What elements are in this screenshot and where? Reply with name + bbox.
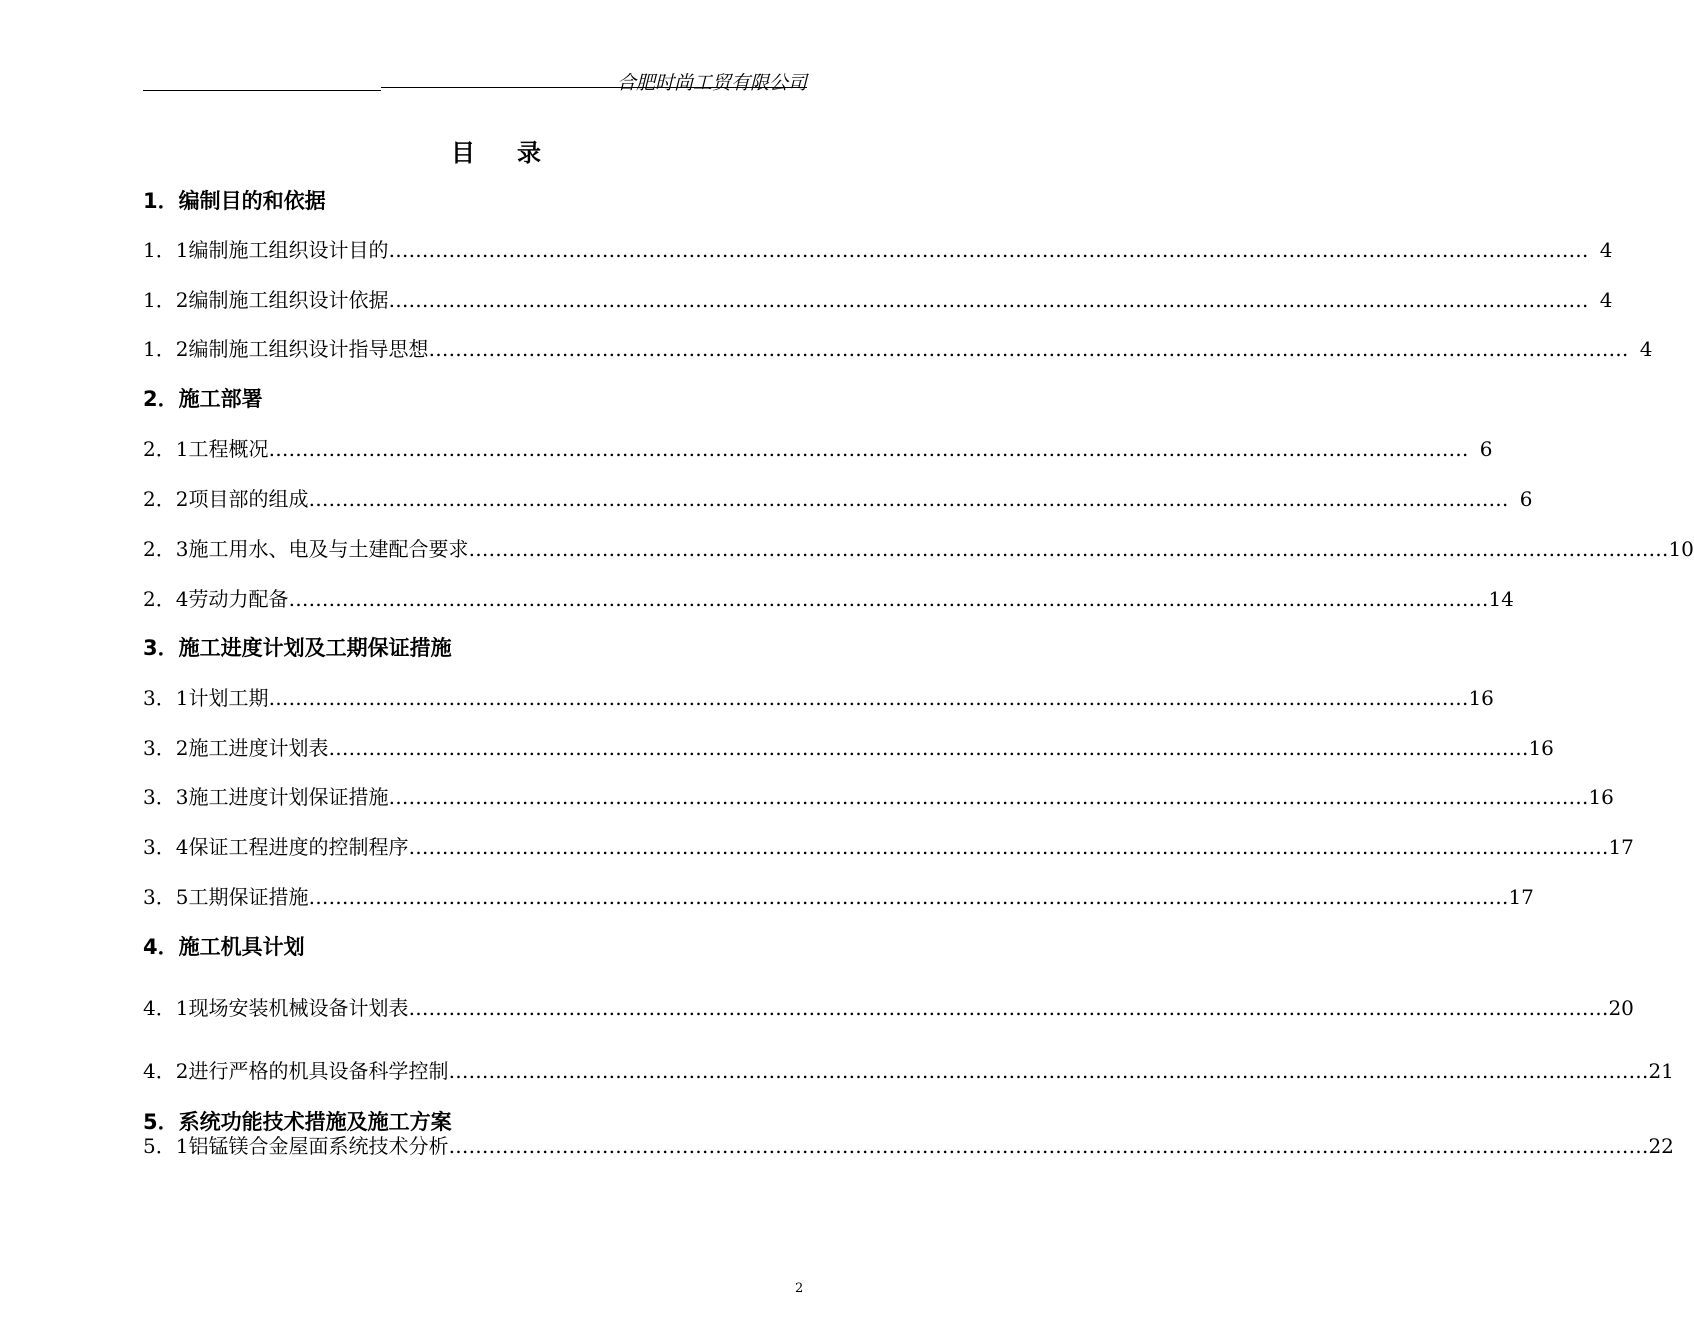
toc-entry-number: 1．2 xyxy=(143,337,189,361)
toc-entry-title: 铝锰镁合金屋面系统技术分析 xyxy=(188,1134,449,1158)
toc-entry xyxy=(143,728,1554,768)
toc-entry-number: 5．1 xyxy=(143,1134,189,1158)
toc-entry-number: 1．2 xyxy=(143,288,189,312)
toc-entry-number: 4．1 xyxy=(143,996,189,1020)
dot-leader: ……………………………………………………………………………………………………………………………………………………………… xyxy=(408,996,1609,1020)
toc-entry-number: 3．3 xyxy=(143,785,189,809)
toc-entry xyxy=(143,1051,1674,1091)
toc-entry-title: 施工进度计划保证措施 xyxy=(188,785,389,809)
header-rule xyxy=(381,87,807,88)
toc-entry-title: 进行严格的机具设备科学控制 xyxy=(188,1059,449,1083)
dot-leader: ……………………………………………………………………………………………………………………………………………………………… xyxy=(448,1059,1649,1083)
toc-title: 目录 xyxy=(451,139,583,167)
toc-entry-number: 3．2 xyxy=(143,736,189,760)
toc-entry-page: 6 xyxy=(1519,487,1533,511)
toc-entry-page: 17 xyxy=(1508,885,1534,909)
toc-entry-number: 4．2 xyxy=(143,1059,189,1083)
dot-leader: ……………………………………………………………………………………………………………………………………………………………… xyxy=(328,736,1529,760)
toc-entry-title: 计划工期 xyxy=(188,686,269,710)
toc-entry-title: 编制施工组织设计依据 xyxy=(188,288,389,312)
page-number: 2 xyxy=(795,1281,804,1296)
toc-entry-page: 16 xyxy=(1468,686,1494,710)
toc-section-heading: 5．系统功能技术措施及施工方案 xyxy=(143,1110,452,1134)
toc-section-heading: 4．施工机具计划 xyxy=(143,935,305,959)
toc-entry xyxy=(143,1126,1674,1166)
toc-entry-number: 2．2 xyxy=(143,487,189,511)
dot-leader: ……………………………………………………………………………………………………………………………………………………………… xyxy=(388,238,1589,262)
toc-entry xyxy=(143,827,1634,867)
toc-entry-number: 3．1 xyxy=(143,686,189,710)
toc-entry-page: 14 xyxy=(1488,587,1514,611)
dot-leader: ……………………………………………………………………………………………………………………………………………………………… xyxy=(448,1134,1649,1158)
toc-entry-number: 3．4 xyxy=(143,835,189,859)
company-name: 合肥时尚工贸有限公司 xyxy=(616,72,807,94)
toc-entry xyxy=(143,529,1694,569)
dot-leader: ……………………………………………………………………………………………………………………………………………………………… xyxy=(288,587,1489,611)
toc-entry-number: 3．5 xyxy=(143,885,189,909)
toc-entry-page: 20 xyxy=(1608,996,1634,1020)
toc-entry-title: 施工用水、电及与土建配合要求 xyxy=(188,537,469,561)
toc-entry xyxy=(143,678,1494,718)
toc-entry-title: 工期保证措施 xyxy=(188,885,309,909)
toc-entry-page: 16 xyxy=(1528,736,1554,760)
toc-entry-page: 10 xyxy=(1668,537,1694,561)
toc-entry-page: 21 xyxy=(1648,1059,1674,1083)
toc-entry-number: 2．4 xyxy=(143,587,189,611)
toc-entry-title: 现场安装机械设备计划表 xyxy=(188,996,409,1020)
toc-entry xyxy=(143,280,1613,320)
dot-leader: ……………………………………………………………………………………………………………………………………………………………… xyxy=(428,337,1629,361)
header-rule xyxy=(143,90,381,91)
dot-leader: ……………………………………………………………………………………………………………………………………………………………… xyxy=(388,785,1589,809)
dot-leader: ……………………………………………………………………………………………………………………………………………………………… xyxy=(268,686,1469,710)
toc-section-heading: 3．施工进度计划及工期保证措施 xyxy=(143,636,452,660)
toc-entry-number: 2．1 xyxy=(143,437,189,461)
toc-entry-title: 工程概况 xyxy=(188,437,269,461)
toc-entry xyxy=(143,429,1493,469)
toc-entry-page: 17 xyxy=(1608,835,1634,859)
toc-entry-page: 6 xyxy=(1479,437,1493,461)
toc-entry xyxy=(143,988,1634,1028)
toc-entry xyxy=(143,877,1534,917)
toc-entry-page: 4 xyxy=(1599,288,1613,312)
toc-entry-title: 项目部的组成 xyxy=(188,487,309,511)
dot-leader: ……………………………………………………………………………………………………………………………………………………………… xyxy=(388,288,1589,312)
toc-section-heading: 1．编制目的和依据 xyxy=(143,189,326,213)
dot-leader: ……………………………………………………………………………………………………………………………………………………………… xyxy=(308,885,1509,909)
toc-entry xyxy=(143,329,1653,369)
toc-entry-page: 22 xyxy=(1648,1134,1674,1158)
dot-leader: ……………………………………………………………………………………………………………………………………………………………… xyxy=(468,537,1669,561)
toc-entry-title: 保证工程进度的控制程序 xyxy=(188,835,409,859)
toc-entry-title: 劳动力配备 xyxy=(188,587,289,611)
toc-entry xyxy=(143,230,1613,270)
toc-section-heading: 2．施工部署 xyxy=(143,387,263,411)
toc-entry-number: 1．1 xyxy=(143,238,189,262)
toc-entry-page: 4 xyxy=(1599,238,1613,262)
dot-leader: ……………………………………………………………………………………………………………………………………………………………… xyxy=(308,487,1509,511)
toc-entry xyxy=(143,777,1614,817)
dot-leader: ……………………………………………………………………………………………………………………………………………………………… xyxy=(408,835,1609,859)
toc-entry-title: 施工进度计划表 xyxy=(188,736,329,760)
toc-entry-page: 16 xyxy=(1588,785,1614,809)
toc-entry-title: 编制施工组织设计指导思想 xyxy=(188,337,429,361)
dot-leader: ……………………………………………………………………………………………………………………………………………………………… xyxy=(268,437,1469,461)
toc-entry-number: 2．3 xyxy=(143,537,189,561)
toc-entry-title: 编制施工组织设计目的 xyxy=(188,238,389,262)
toc-entry xyxy=(143,479,1533,519)
page-header xyxy=(143,60,807,94)
toc-entry xyxy=(143,579,1514,619)
toc-entry-page: 4 xyxy=(1639,337,1653,361)
